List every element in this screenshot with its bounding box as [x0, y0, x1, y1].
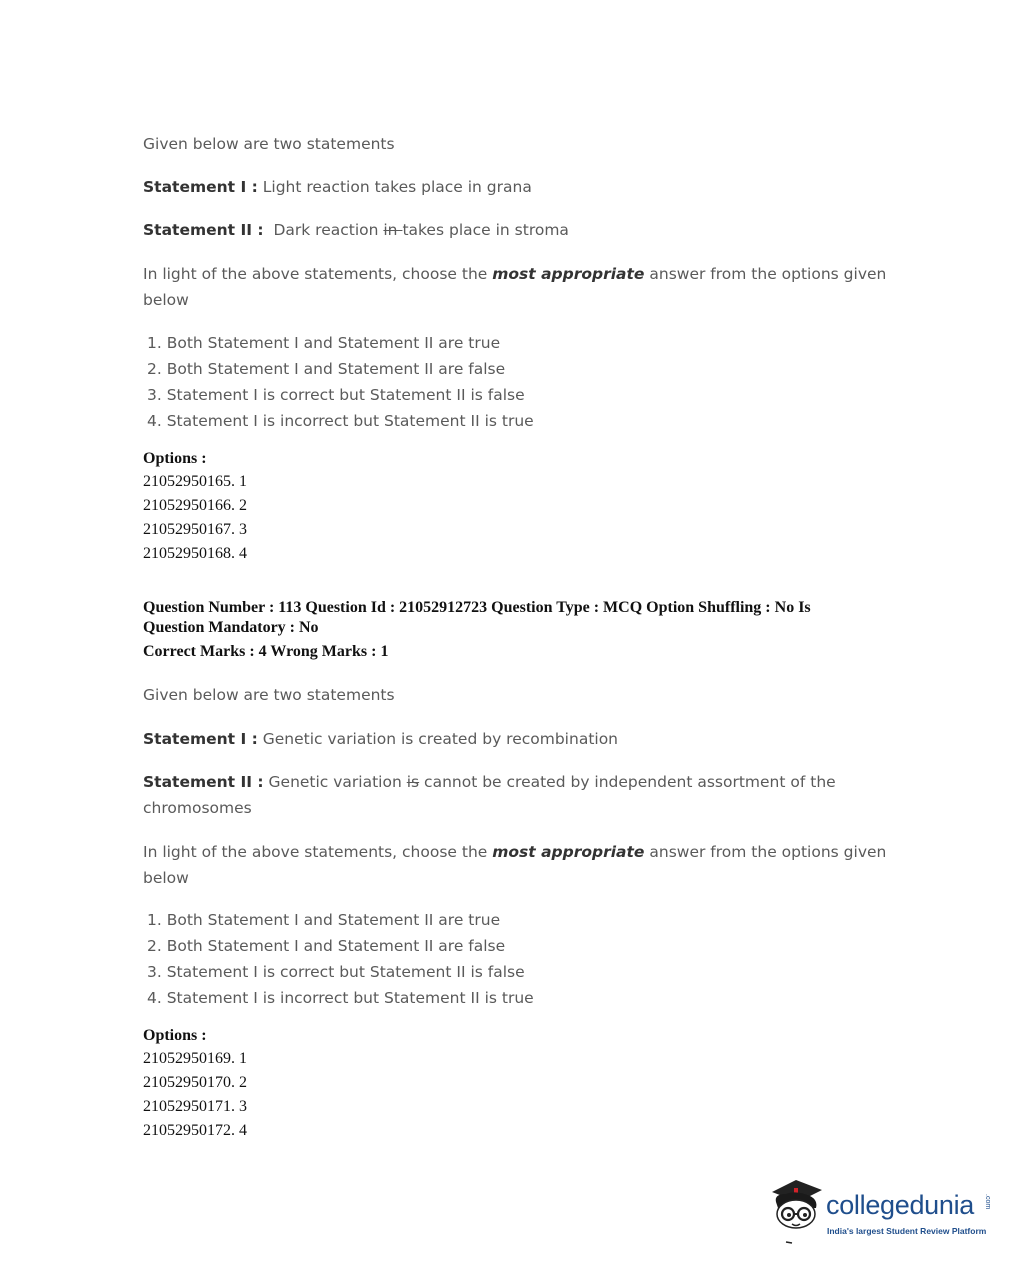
q1-statement-2-strikethrough: in [383, 221, 403, 239]
q2-option-3: 21052950171. 3 [143, 1098, 247, 1115]
brand-tagline: India's largest Student Review Platform [827, 1226, 987, 1236]
q1-intro: Given below are two statements [143, 135, 395, 153]
q1-statement-2-label: Statement II : [143, 221, 264, 239]
q1-choice-1: 1. Both Statement I and Statement II are true [147, 334, 501, 352]
q2-instruction-line2: below [143, 869, 189, 887]
q1-instruction-pre: In light of the above statements, choose the [143, 265, 493, 283]
q1-statement-2 [143, 217, 569, 243]
q1-choice-3: 3. Statement I is correct but Statement II is false [147, 386, 525, 404]
q2-choice-3: 3. Statement I is correct but Statement II is false [147, 963, 525, 981]
q2-choice-list [147, 907, 534, 1011]
q2-options-label: Options : [143, 1027, 207, 1044]
brand-domain: .com [984, 1194, 991, 1210]
q2-option-1: 21052950169. 1 [143, 1050, 247, 1067]
q2-statement-1-text: Genetic variation is created by recombination [257, 730, 619, 748]
q1-option-1: 21052950165. 1 [143, 473, 247, 490]
q2-instruction-post: answer from the options given [644, 843, 887, 861]
q2-meta-line2: Question Mandatory : No [143, 619, 319, 636]
q2-option-4: 21052950172. 4 [143, 1122, 247, 1139]
q2-statement-2 [143, 769, 836, 821]
q2-statement-2-line2: chromosomes [143, 799, 252, 817]
q2-meta [143, 598, 883, 662]
q1-options-label: Options : [143, 450, 207, 467]
q1-statement-2-text-post: takes place in stroma [402, 221, 569, 239]
q2-instruction-emphasis: most appropriate [492, 843, 645, 861]
q2-choice-1: 1. Both Statement I and Statement II are true [147, 911, 501, 929]
q1-options-list [143, 470, 247, 566]
q1-statement-1 [143, 174, 532, 200]
q2-meta-line1: Question Number : 113 Question Id : 21052912723 Question Type : MCQ Option Shuffling : No Is [143, 599, 811, 616]
q1-statement-2-text-pre: Dark reaction [263, 221, 384, 239]
q2-meta-line3: Correct Marks : 4 Wrong Marks : 1 [143, 643, 389, 660]
q1-instruction-line2: below [143, 291, 189, 309]
q1-instruction [143, 261, 886, 313]
q2-statement-1 [143, 726, 618, 752]
q2-choice-4: 4. Statement I is incorrect but Statement II is true [147, 989, 534, 1007]
q2-statement-2-text-post: cannot be created by independent assortment of the [419, 773, 836, 791]
q1-choice-list [147, 330, 534, 434]
q1-choice-2: 2. Both Statement I and Statement II are false [147, 360, 506, 378]
q1-instruction-emphasis: most appropriate [492, 265, 645, 283]
q2-option-2: 21052950170. 2 [143, 1074, 247, 1091]
q1-statement-1-text: Light reaction takes place in grana [257, 178, 532, 196]
q2-options-list [143, 1047, 247, 1143]
q2-instruction [143, 839, 886, 891]
q1-statement-1-label: Statement I : [143, 178, 258, 196]
q2-statement-2-strikethrough: is [406, 773, 420, 791]
q2-statement-1-label: Statement I : [143, 730, 258, 748]
q1-option-3: 21052950167. 3 [143, 521, 247, 538]
q2-statement-2-label: Statement II : [143, 773, 264, 791]
collegedunia-logo [766, 1176, 996, 1246]
q2-instruction-pre: In light of the above statements, choose the [143, 843, 493, 861]
q1-choice-4: 4. Statement I is incorrect but Statement II is true [147, 412, 534, 430]
q1-option-2: 21052950166. 2 [143, 497, 247, 514]
brand-name: collegedunia [826, 1190, 975, 1220]
q1-option-4: 21052950168. 4 [143, 545, 247, 562]
q2-statement-2-text-pre: Genetic variation [263, 773, 407, 791]
q1-instruction-post: answer from the options given [644, 265, 887, 283]
q2-intro: Given below are two statements [143, 686, 395, 704]
mascot-icon [766, 1176, 826, 1246]
q2-choice-2: 2. Both Statement I and Statement II are false [147, 937, 506, 955]
